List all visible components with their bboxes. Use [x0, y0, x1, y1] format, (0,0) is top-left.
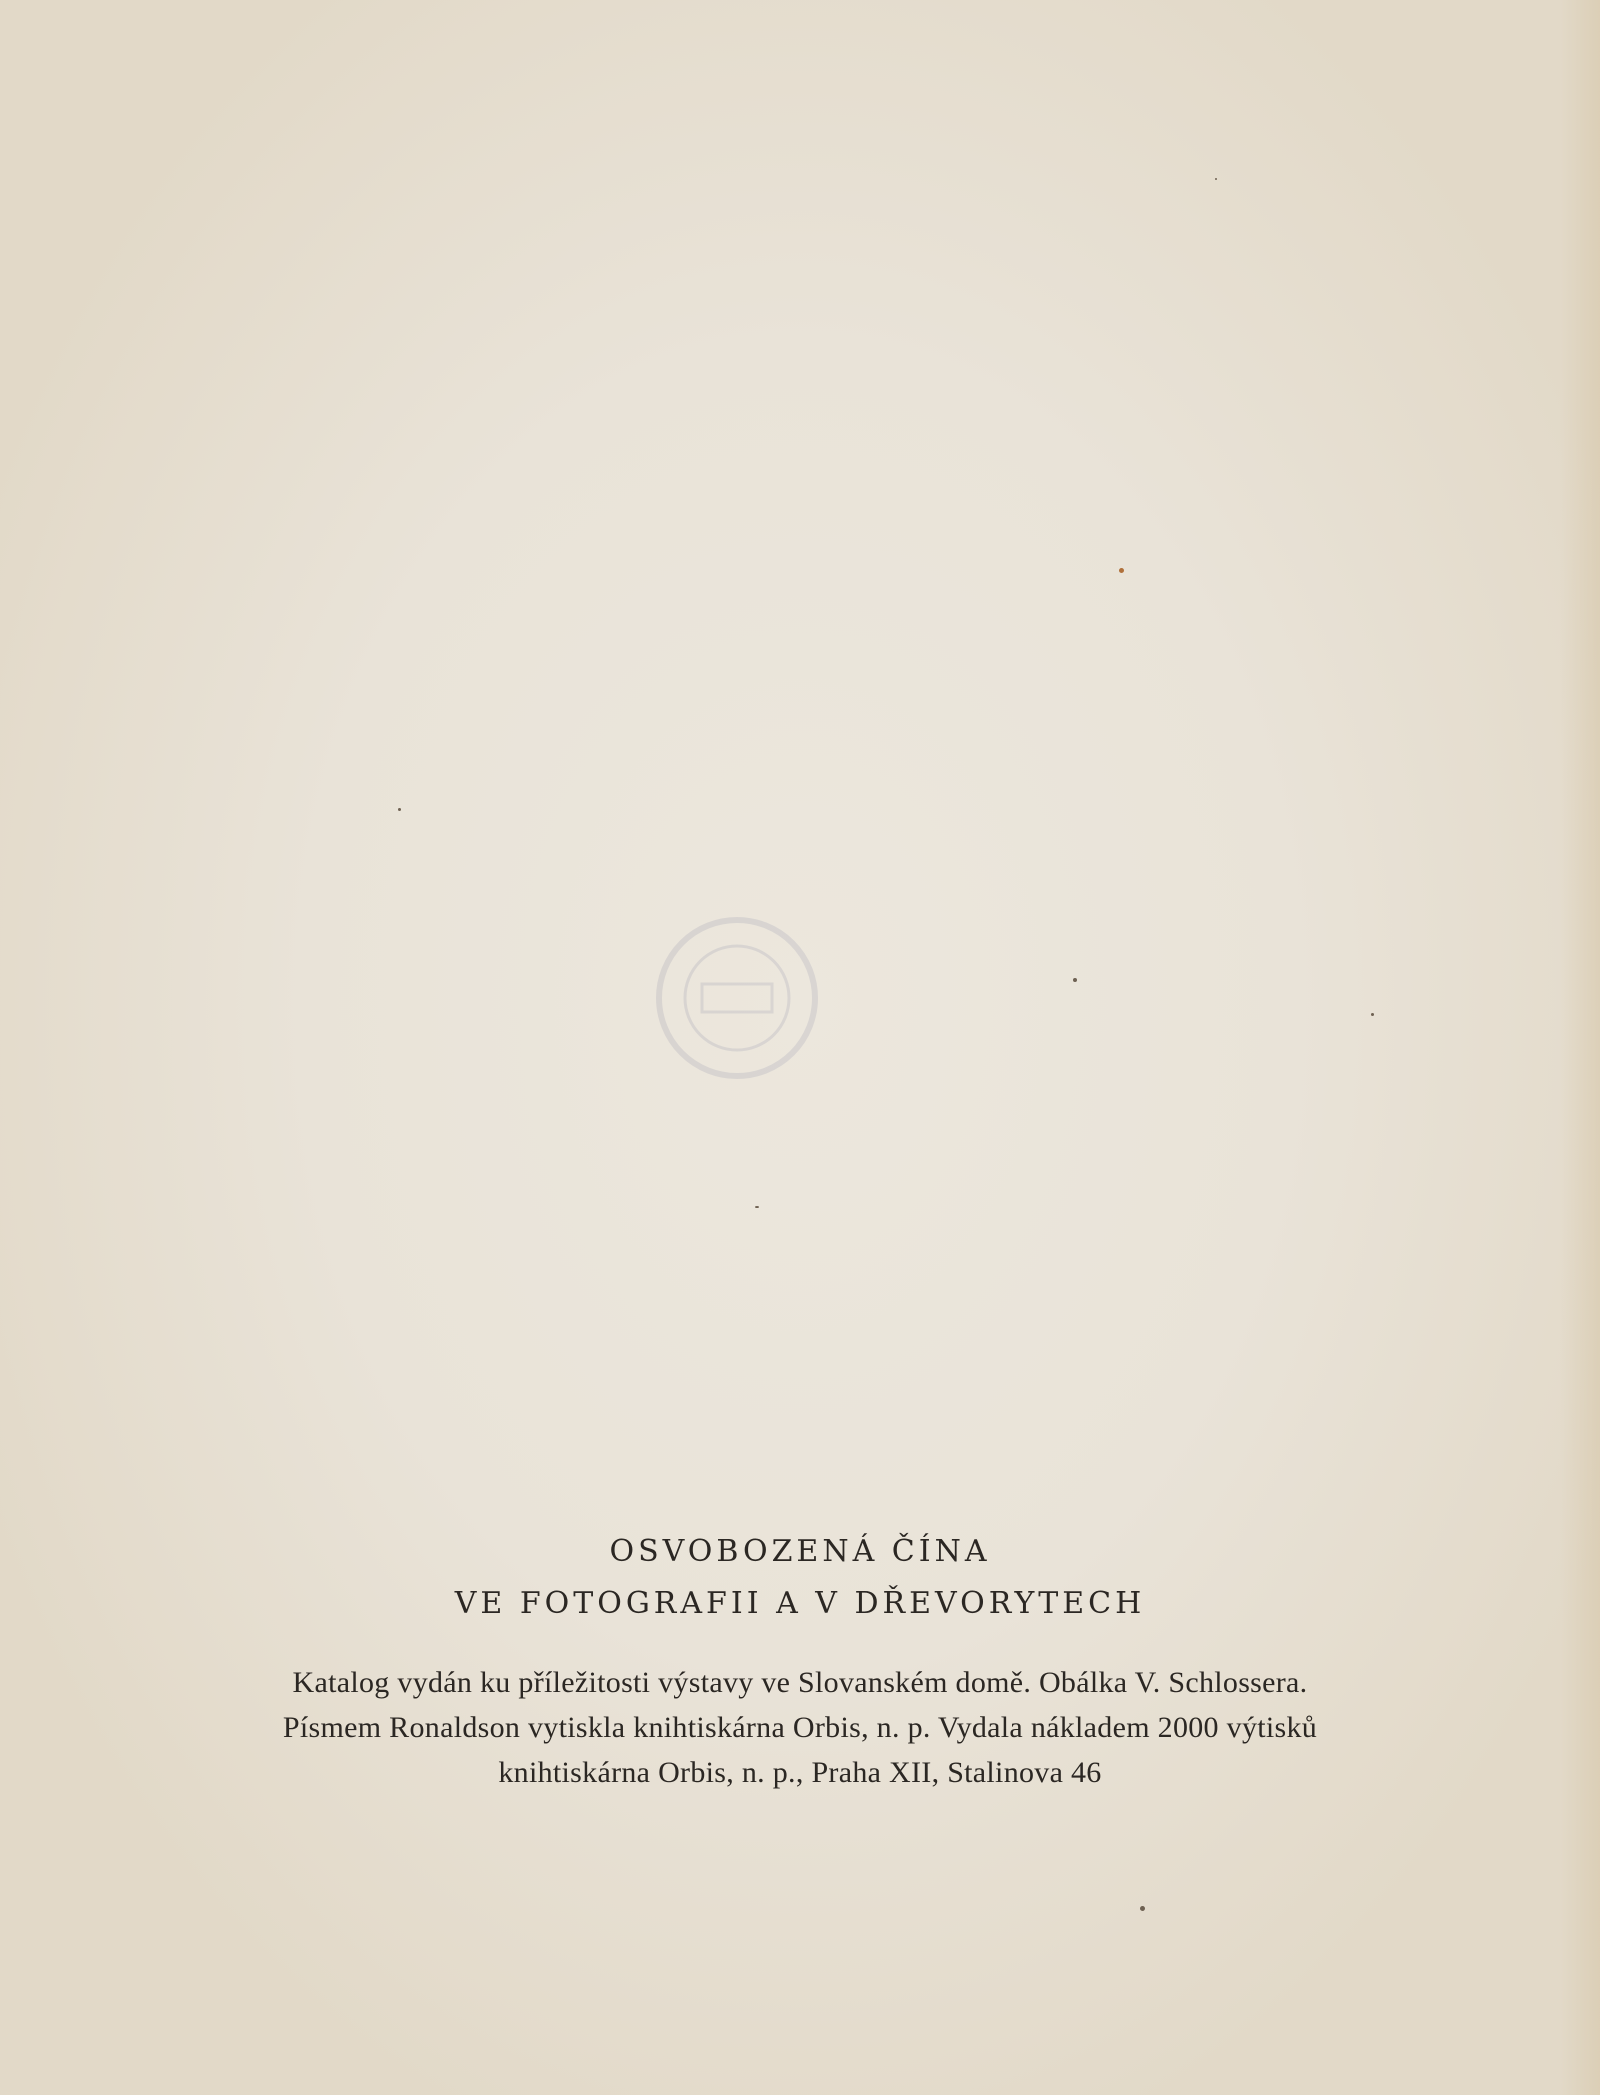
- paper-speck: [398, 808, 401, 811]
- paper-speck: [1215, 178, 1217, 180]
- colophon-line-1: Katalog vydán ku příležitosti výstavy ve Slovanském domě. Obálka V. Schlossera.: [292, 1666, 1308, 1699]
- paper-speck: [1073, 978, 1077, 982]
- paper-speck: [755, 1206, 759, 1208]
- title-block: [0, 1526, 1600, 1630]
- colophon-line-2: Písmem Ronaldson vytiskla knihtiskárna Orbis, n. p. Vydala nákladem 2000 výtisků: [282, 1711, 1318, 1744]
- paper-speck: [1371, 1013, 1374, 1016]
- paper-speck: [1119, 568, 1124, 573]
- colophon-line-3: knihtiskárna Orbis, n. p., Praha XII, Stalinova 46: [498, 1756, 1102, 1789]
- title-line-2: VE FOTOGRAFII A V DŘEVORYTECH: [454, 1586, 1146, 1621]
- faded-library-stamp: [632, 908, 842, 1088]
- colophon: [0, 1660, 1600, 1795]
- paper-speck: [1140, 1906, 1145, 1911]
- title-line-1: OSVOBOZENÁ ČÍNA: [609, 1534, 991, 1569]
